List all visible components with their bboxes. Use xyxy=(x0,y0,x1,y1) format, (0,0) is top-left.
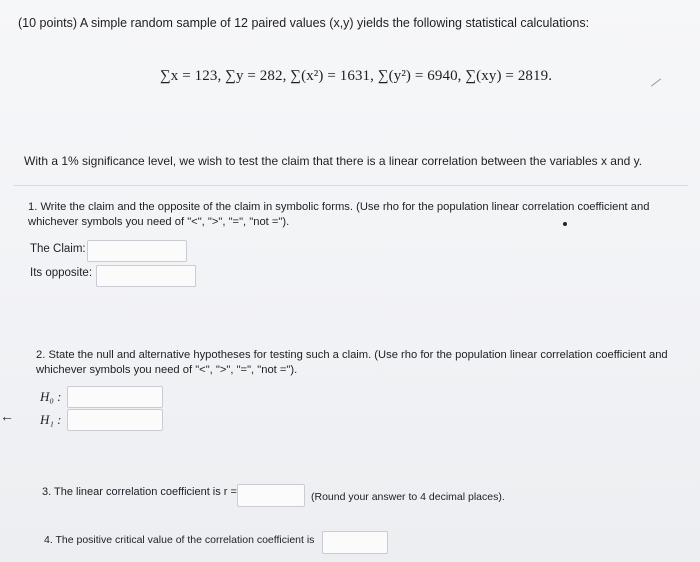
h1-input[interactable] xyxy=(67,409,163,431)
divider xyxy=(14,185,688,186)
claim-label: The Claim: xyxy=(30,243,86,255)
left-arrow-icon: ← xyxy=(0,408,14,424)
claim-input[interactable] xyxy=(87,240,187,262)
question-3-text: 3. The linear correlation coefficient is r = xyxy=(42,486,237,498)
correlation-coefficient-input[interactable] xyxy=(237,484,305,507)
h0-input[interactable] xyxy=(67,386,163,408)
question-2-text: 2. State the null and alternative hypotheses for testing such a claim. (Use rho for the population linear correlation coefficient and whichever symbols you need of "<", ">", "=", "not ="). xyxy=(36,349,668,376)
h0-label: H₀ : xyxy=(40,389,62,404)
question-4-text: 4. The positive critical value of the correlation coefficient is xyxy=(44,534,315,546)
pen-mark xyxy=(651,78,661,86)
cursor-dot xyxy=(563,222,567,226)
h1-label: H₁ : xyxy=(40,412,62,427)
opposite-input[interactable] xyxy=(96,265,196,287)
opposite-label: Its opposite: xyxy=(30,267,93,279)
question-intro: (10 points) A simple random sample of 12 paired values (x,y) yields the following statistical calculations: xyxy=(18,16,590,30)
question-1-text: 1. Write the claim and the opposite of the claim in symbolic forms. (Use rho for the population linear correlation coefficient and whichever symbols you need of "<", ">", "=", "not ="). xyxy=(28,201,650,228)
claim-statement: With a 1% significance level, we wish to test the claim that there is a linear correlation between the variables x and y. xyxy=(24,154,643,168)
rounding-note: (Round your answer to 4 decimal places). xyxy=(311,491,505,503)
critical-value-input[interactable] xyxy=(322,531,388,554)
summary-statistics-formula: ∑x = 123, ∑y = 282, ∑(x²) = 1631, ∑(y²) = 6940, ∑(xy) = 2819. xyxy=(160,68,553,84)
